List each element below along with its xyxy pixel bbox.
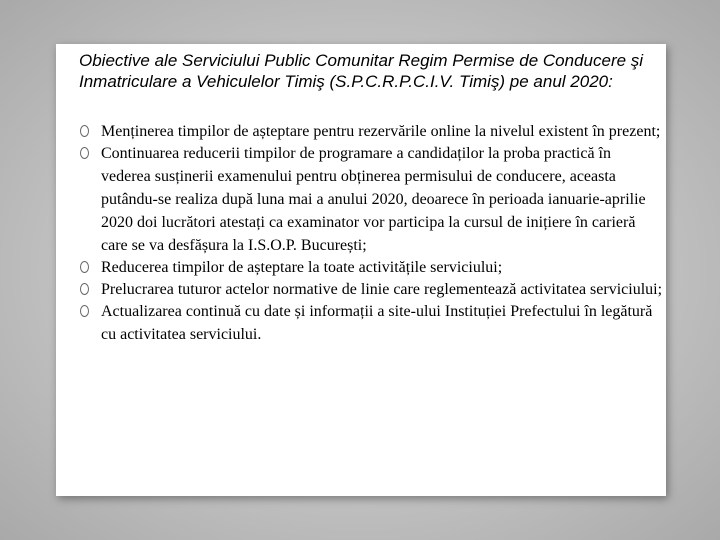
hollow-circle-bullet-icon	[80, 125, 89, 137]
hollow-circle-bullet-icon	[80, 283, 89, 295]
bullet-text: Prelucrarea tuturor actelor normative de linie care reglementează activitatea serviciului;	[101, 281, 663, 298]
hollow-circle-bullet-icon	[80, 147, 89, 159]
bullet-list	[79, 120, 664, 345]
bullet-item	[79, 278, 664, 301]
hollow-circle-bullet-icon	[80, 305, 89, 317]
bullet-text: Continuarea reducerii timpilor de programare a candidaților la proba practică în vederea susținerii examenului pentru obținerea permisului de conducere, aceasta putându-se realiza după luna mai a anului 2020, deoarece în perioada ianuarie-aprilie 2020 doi lucrători atestați ca examinator vor participa la cursul de inițiere în carieră care se va desfășura la I.S.O.P. București;	[101, 145, 646, 254]
slide-title: Obiective ale Serviciului Public Comunitar Regim Permise de Conducere şi Inmatriculare a Vehiculelor Timiş (S.P.C.R.P.C.I.V. Timiş) pe anul 2020:	[79, 51, 644, 91]
bullet-item	[79, 120, 664, 143]
bullet-text: Menținerea timpilor de așteptare pentru rezervările online la nivelul existent în prezent;	[101, 123, 661, 140]
bullet-text: Reducerea timpilor de așteptare la toate activitățile serviciului;	[101, 259, 503, 276]
hollow-circle-bullet-icon	[80, 261, 89, 273]
bullet-item	[79, 142, 664, 257]
bullet-item	[79, 256, 664, 279]
bullet-text: Actualizarea continuă cu date și informații a site-ului Instituției Prefectului în legătură cu activitatea serviciului.	[101, 303, 653, 343]
bullet-item	[79, 300, 664, 346]
